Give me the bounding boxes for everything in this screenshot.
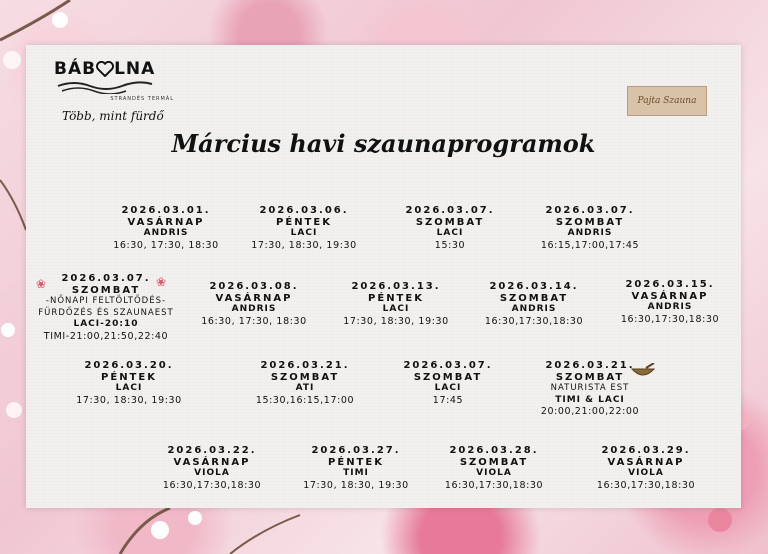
event-day: SZOMBAT [415, 216, 485, 228]
event-item [343, 281, 449, 327]
event-host: TIMI & LACI [555, 394, 625, 405]
event-item [621, 279, 719, 325]
event-host: LACI [382, 304, 410, 314]
event-date: 2026.03.21. [545, 360, 635, 371]
heart-icon [96, 61, 114, 77]
event-day: SZOMBAT [555, 216, 625, 228]
event-host: ANDRIS [511, 304, 557, 314]
event-note: NATURISTA EST [550, 383, 630, 393]
event-day: SZOMBAT [270, 371, 340, 383]
event-host: TIMI [343, 468, 369, 478]
pajta-szauna-badge: Pajta Szauna [627, 86, 707, 116]
event-day: SZOMBAT [459, 456, 529, 468]
event-item [163, 445, 261, 491]
event-item [256, 360, 354, 406]
event-day: VASÁRNAP [127, 216, 205, 228]
event-times: 16:30,17:30,18:30 [620, 313, 720, 325]
event-note: FÜRDŐZÉS ÉS SZAUNAEST [38, 307, 174, 318]
event-day: PÉNTEK [328, 456, 384, 468]
event-note: -NŐNAPI FELTÖLTŐDÉS- [45, 296, 167, 306]
event-date: 2026.03.15. [625, 279, 715, 290]
event-item [38, 273, 173, 342]
event-date: 2026.03.07. [61, 273, 151, 284]
event-date: 2026.03.08. [209, 281, 299, 292]
event-times: TIMI-21:00,21:50,22:40 [43, 330, 169, 342]
event-times: 17:30, 18:30, 19:30 [343, 315, 449, 327]
event-date: 2026.03.21. [260, 360, 350, 371]
event-day: VASÁRNAP [215, 292, 293, 304]
event-item [76, 360, 182, 406]
event-times: 17:45 [432, 394, 464, 406]
schedule-card [26, 45, 741, 508]
event-host: LACI [436, 228, 464, 238]
logo-wordmark: BÁB LNA [54, 59, 156, 79]
event-host: ANDRIS [567, 228, 613, 238]
event-item [303, 445, 409, 491]
event-times: 17:30, 18:30, 19:30 [303, 479, 409, 491]
event-day: SZOMBAT [499, 292, 569, 304]
event-times: 20:00,21:00,22:00 [540, 406, 640, 417]
event-item [405, 205, 494, 251]
event-day: SZOMBAT [555, 371, 625, 383]
event-host: VIOLA [476, 468, 512, 478]
page-title: Március havi szaunaprogramok [171, 129, 596, 158]
event-date: 2026.03.06. [259, 205, 349, 216]
event-times: 15:30,16:15,17:00 [255, 394, 355, 406]
event-date: 2026.03.07. [403, 360, 493, 371]
event-host: LACI [290, 228, 318, 238]
event-day: SZOMBAT [413, 371, 483, 383]
event-item [597, 445, 695, 491]
event-day: PÉNTEK [276, 216, 332, 228]
event-times: 17:30, 18:30, 19:30 [76, 394, 182, 406]
event-date: 2026.03.14. [489, 281, 579, 292]
event-host: LACI [115, 383, 143, 393]
event-item [113, 205, 219, 251]
event-date: 2026.03.27. [311, 445, 401, 456]
event-host: ANDRIS [231, 304, 277, 314]
event-host: LACI-20:10 [73, 319, 139, 329]
event-day: VASÁRNAP [607, 456, 685, 468]
event-item [201, 281, 307, 327]
event-date: 2026.03.01. [121, 205, 211, 216]
event-item [445, 445, 543, 491]
event-date: 2026.03.22. [167, 445, 257, 456]
event-date: 2026.03.29. [601, 445, 691, 456]
event-times: 16:15,17:00,17:45 [540, 239, 640, 251]
event-day: SZOMBAT [71, 284, 141, 296]
event-host: VIOLA [194, 468, 230, 478]
event-host: LACI [434, 383, 462, 393]
event-day: VASÁRNAP [173, 456, 251, 468]
event-date: 2026.03.28. [449, 445, 539, 456]
event-item [485, 281, 583, 327]
event-times: 16:30, 17:30, 18:30 [113, 239, 219, 251]
event-host: VIOLA [628, 468, 664, 478]
event-times: 17:30, 18:30, 19:30 [251, 239, 357, 251]
event-times: 16:30, 17:30, 18:30 [201, 315, 307, 327]
event-date: 2026.03.07. [405, 205, 495, 216]
event-day: VASÁRNAP [631, 290, 709, 302]
event-day: PÉNTEK [101, 371, 157, 383]
event-date: 2026.03.13. [351, 281, 441, 292]
event-times: 15:30 [434, 239, 466, 251]
event-item [541, 205, 639, 251]
event-host: ANDRIS [647, 302, 693, 312]
event-times: 16:30,17:30,18:30 [484, 315, 584, 327]
flower-icon: ❀ [36, 277, 47, 291]
babolna-logo [54, 59, 174, 102]
event-date: 2026.03.07. [545, 205, 635, 216]
event-date: 2026.03.20. [84, 360, 174, 371]
event-item [403, 360, 492, 406]
event-host: ATI [295, 383, 315, 393]
slogan: Több, mint fürdő [62, 109, 164, 123]
event-times: 16:30,17:30,18:30 [444, 479, 544, 491]
event-times: 16:30,17:30,18:30 [162, 479, 262, 491]
logo-subtitle: STRANDÉS TERMÁL [110, 96, 174, 102]
wave-icon [54, 80, 154, 94]
event-times: 16:30,17:30,18:30 [596, 479, 696, 491]
event-day: PÉNTEK [368, 292, 424, 304]
event-item [251, 205, 357, 251]
event-item [541, 360, 639, 418]
flower-icon: ❀ [156, 275, 167, 289]
event-host: ANDRIS [143, 228, 189, 238]
